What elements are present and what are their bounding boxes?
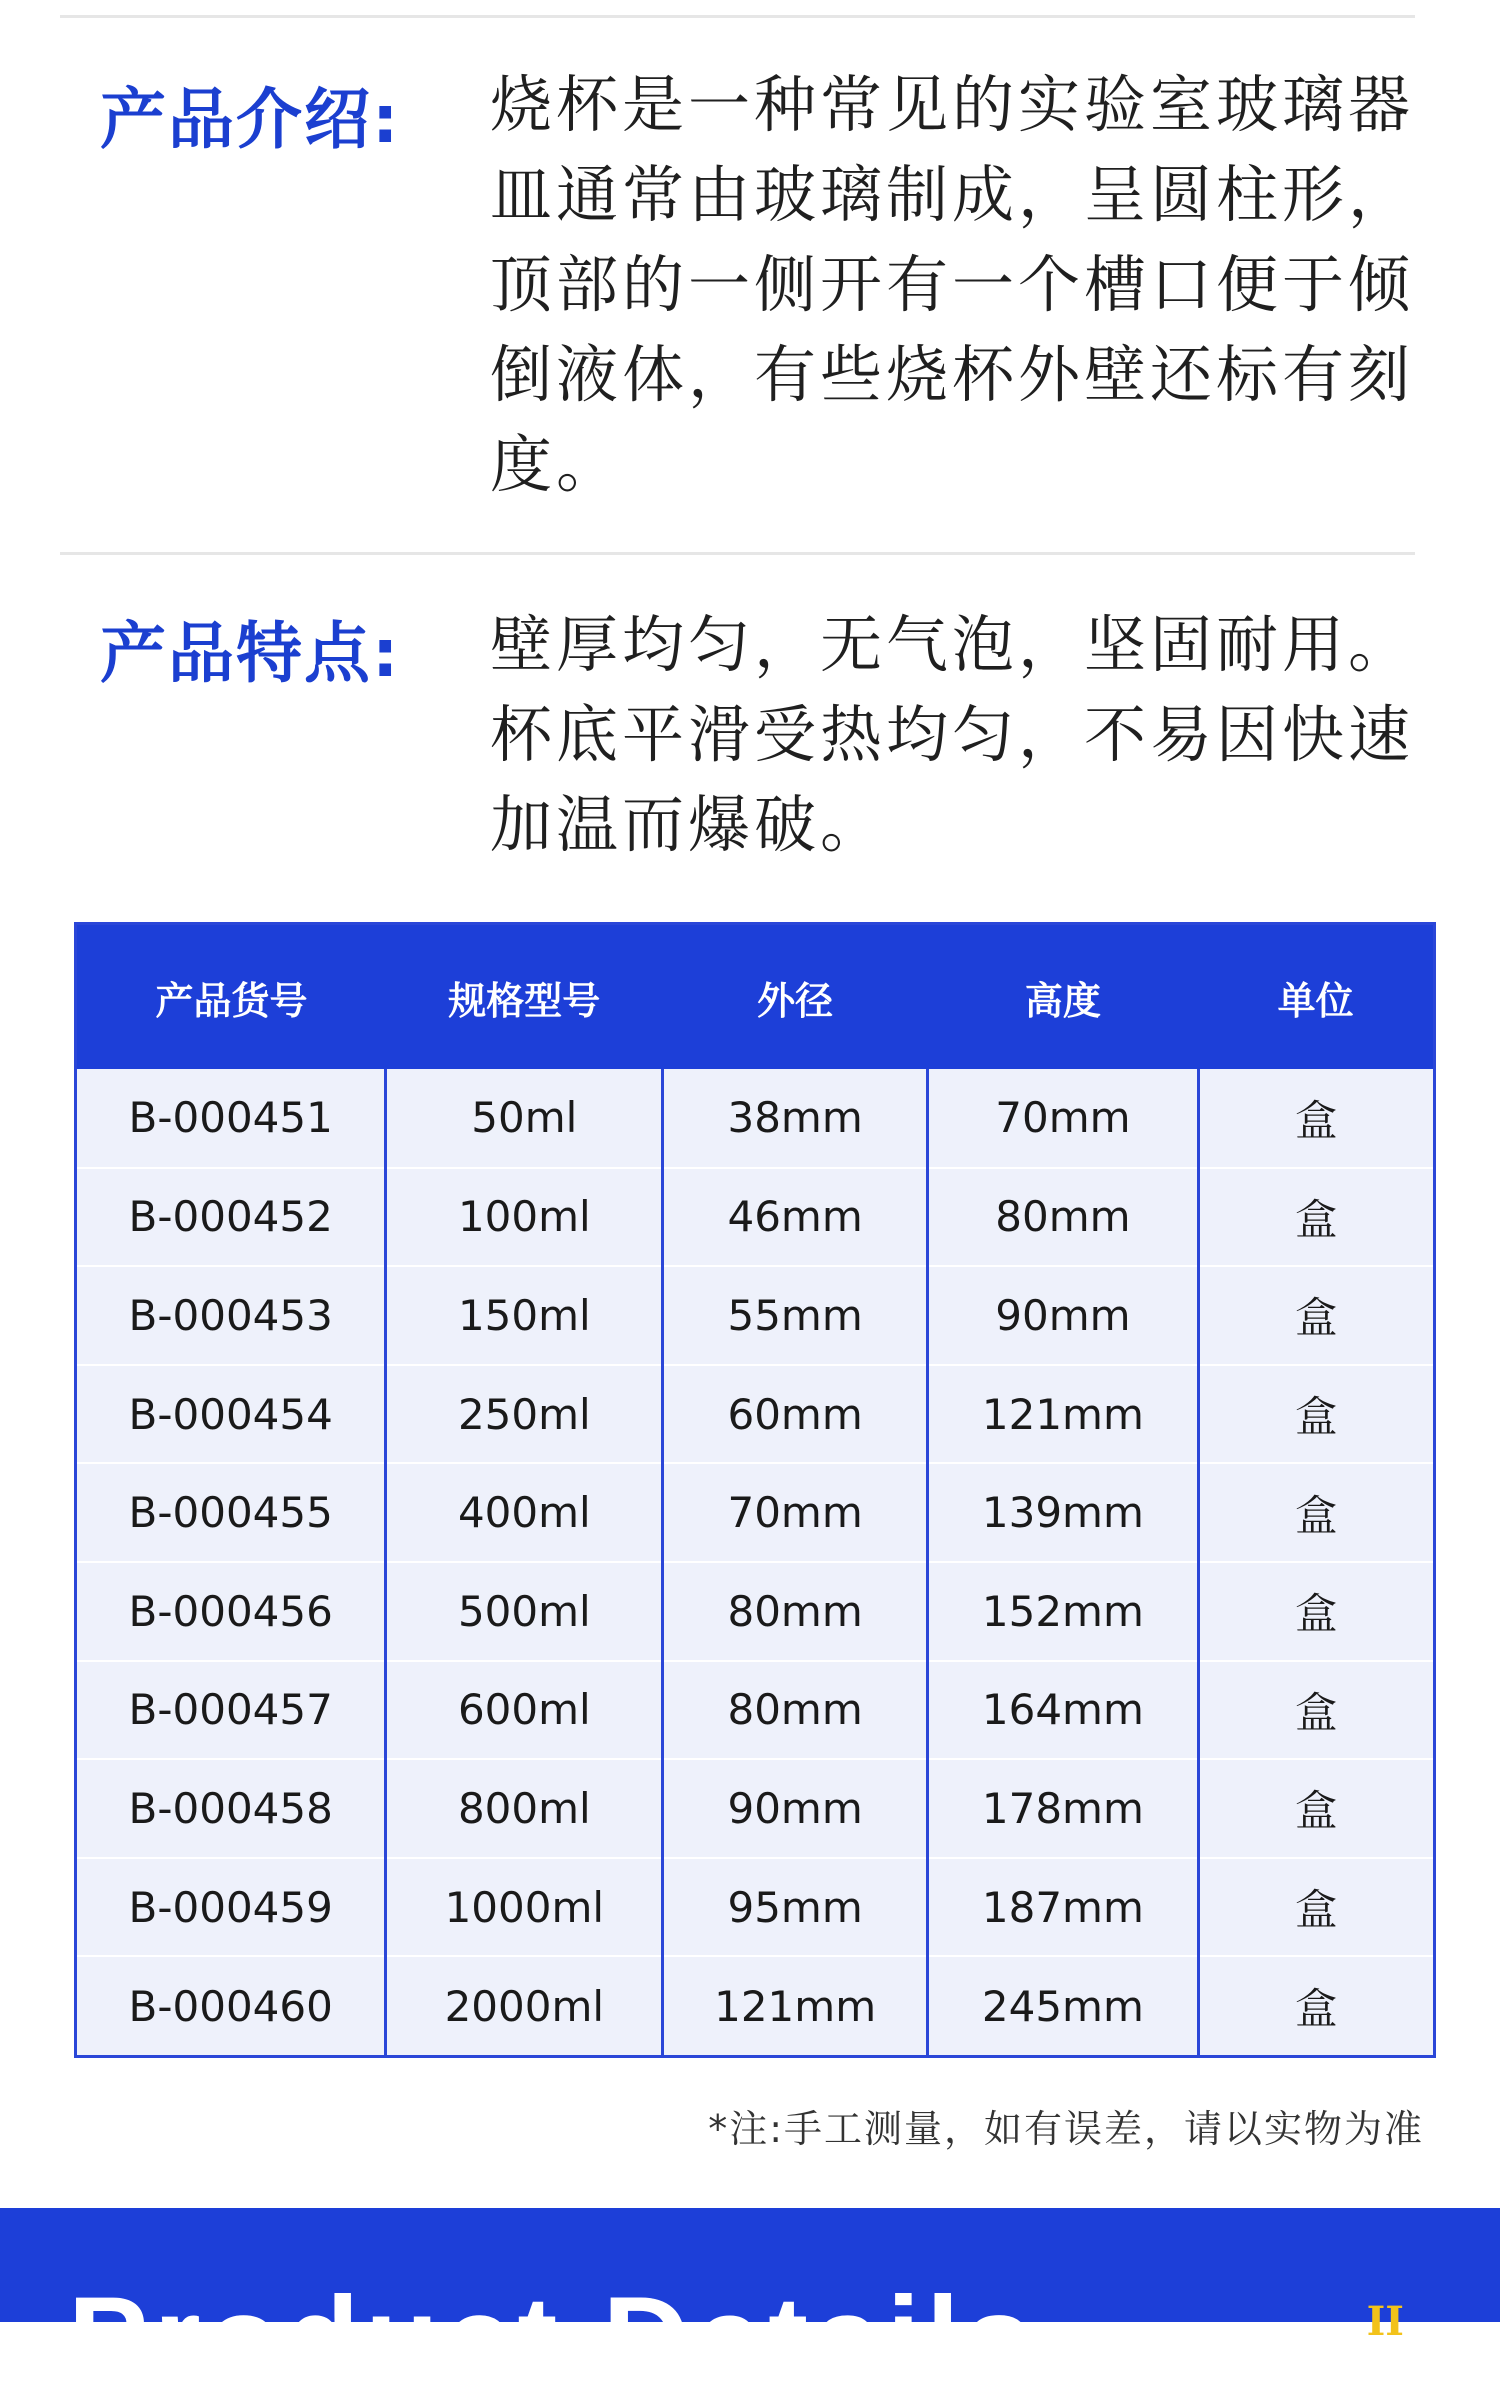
cell-spec-model: 600ml: [386, 1661, 663, 1760]
banner-title: Product Details: [68, 2272, 1039, 2406]
cell-height: 245mm: [928, 1956, 1199, 2055]
cell-height: 90mm: [928, 1266, 1199, 1365]
measurement-note: *注:手工测量，如有误差，请以实物为准: [708, 2107, 1424, 2151]
table-row: [77, 1266, 1433, 1365]
cell-outer-diameter: 55mm: [663, 1266, 928, 1365]
cell-spec-model: 50ml: [386, 1069, 663, 1168]
features-section-title: 产品特点:: [100, 615, 401, 692]
cell-outer-diameter: 60mm: [663, 1365, 928, 1464]
cell-unit: 盒: [1198, 1661, 1433, 1760]
cell-outer-diameter: 95mm: [663, 1858, 928, 1957]
cell-unit: 盒: [1198, 1266, 1433, 1365]
header-unit: 单位: [1277, 978, 1354, 1023]
cell-unit: 盒: [1198, 1365, 1433, 1464]
intro-section-title: 产品介绍:: [100, 81, 401, 158]
cell-outer-diameter: 38mm: [663, 1069, 928, 1168]
cell-height: 70mm: [928, 1069, 1199, 1168]
cell-item-number: B-000460: [128, 1981, 333, 2031]
intro-section-text: 烧杯是一种常见的实验室玻璃器皿通常由玻璃制成，呈圆柱形，顶部的一侧开有一个槽口便于倾倒液体，有些烧杯外壁还标有刻度。: [490, 68, 1415, 501]
cell-unit: 盒: [1198, 1168, 1433, 1267]
cell-outer-diameter: 80mm: [663, 1562, 928, 1661]
table-row: [77, 1661, 1433, 1760]
cell-spec-model: 150ml: [386, 1266, 663, 1365]
cell-outer-diameter: 121mm: [663, 1956, 928, 2055]
cell-item-number: B-000459: [77, 1858, 386, 1957]
cell-outer-diameter: 80mm: [663, 1661, 928, 1760]
top-divider: [60, 15, 1415, 18]
table-row: [77, 1069, 1433, 1168]
cell-height: 139mm: [928, 1463, 1199, 1562]
cell-height: 121mm: [928, 1365, 1199, 1464]
cell-spec-model: 800ml: [386, 1759, 663, 1858]
cell-item-number: B-000454: [77, 1365, 386, 1464]
table-row: [77, 1858, 1433, 1957]
table-row: [77, 1365, 1433, 1464]
cell-height: 164mm: [928, 1661, 1199, 1760]
cell-unit: 盒: [1198, 1858, 1433, 1957]
cell-height: 178mm: [928, 1759, 1199, 1858]
cell-unit: 盒: [1198, 1562, 1433, 1661]
cell-spec-model: 500ml: [386, 1562, 663, 1661]
cell-spec-model: 2000ml: [386, 1956, 663, 2055]
cell-outer-diameter: 46mm: [663, 1168, 928, 1267]
header-item-number: 产品货号: [155, 978, 308, 1023]
cell-item-number: B-000452: [77, 1168, 386, 1267]
table-row: [77, 1956, 1433, 2055]
header-height: 高度: [1024, 978, 1101, 1023]
cell-spec-model: 250ml: [386, 1365, 663, 1464]
banner-mark: II: [1366, 2298, 1404, 2345]
cell-item-number: B-000451: [77, 1069, 386, 1168]
cell-outer-diameter: 70mm: [663, 1463, 928, 1562]
header-outer-diameter: 外径: [757, 978, 834, 1023]
section-divider: [60, 552, 1415, 555]
cell-height: 187mm: [928, 1858, 1199, 1957]
cell-unit: 盒: [1198, 1759, 1433, 1858]
table-row: [77, 1463, 1433, 1562]
spec-table: [74, 922, 1436, 2058]
cell-height: 152mm: [928, 1562, 1199, 1661]
cell-unit: 盒: [1198, 1069, 1433, 1168]
table-row: [77, 1759, 1433, 1858]
cell-outer-diameter: 90mm: [663, 1759, 928, 1858]
features-section-text: 壁厚均匀，无气泡，坚固耐用。杯底平滑受热均匀，不易因快速加温而爆破。: [490, 608, 1415, 861]
cell-item-number: B-000455: [77, 1463, 386, 1562]
cell-unit: 盒: [1198, 1463, 1433, 1562]
header-spec-model: 规格型号: [448, 978, 601, 1023]
cell-unit: 盒: [1198, 1956, 1433, 2055]
cell-height: 80mm: [928, 1168, 1199, 1267]
cell-item-number: B-000453: [77, 1266, 386, 1365]
table-row: [77, 1562, 1433, 1661]
cell-spec-model: 400ml: [386, 1463, 663, 1562]
cell-spec-model: 100ml: [386, 1168, 663, 1267]
cell-item-number: B-000458: [77, 1759, 386, 1858]
product-details-banner: [0, 2208, 1500, 2406]
table-row: [77, 1168, 1433, 1267]
table-header-row: [77, 925, 1433, 1069]
cell-item-number: B-000456: [77, 1562, 386, 1661]
cell-item-number: B-000457: [77, 1661, 386, 1760]
cell-spec-model: 1000ml: [386, 1858, 663, 1957]
